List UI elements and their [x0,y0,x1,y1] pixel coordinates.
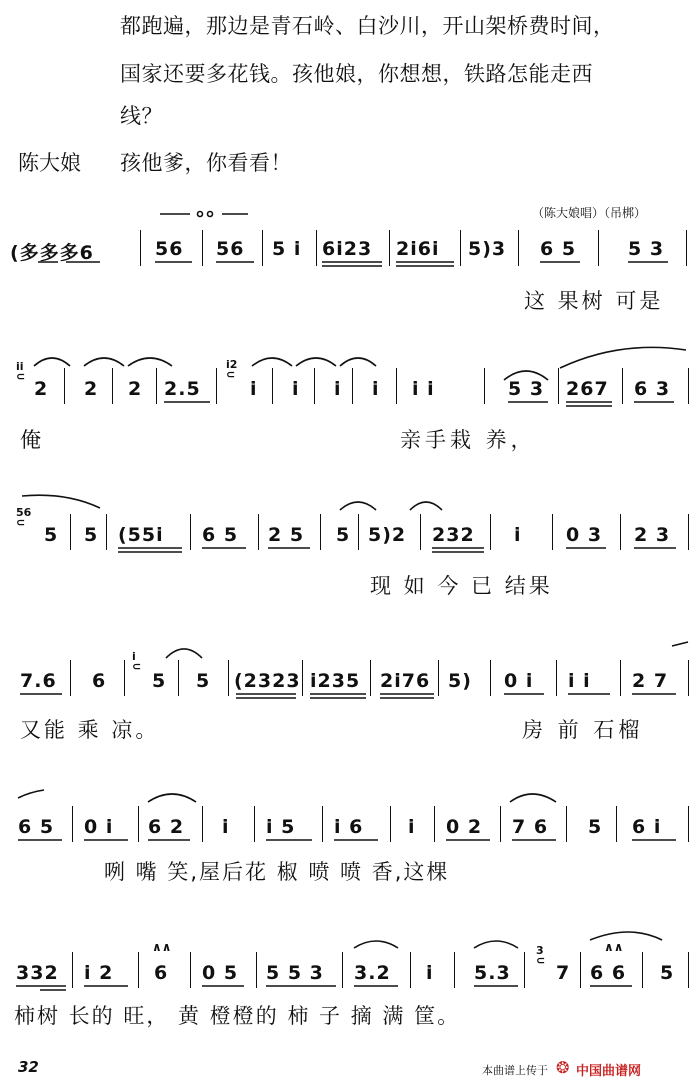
note-group: 6 5 [202,524,239,546]
note-group: i [372,378,380,400]
note-group: 2 5 [268,524,305,546]
prose-line-1: 都跑遍，那边是青石岭、白沙川，开山架桥费时间， [120,14,615,38]
note-group: i 5 [266,816,296,838]
note-group: 0 2 [446,816,483,838]
note-group: i [292,378,300,400]
note-group: i [222,816,230,838]
lyrics-line: 这 果树 可是 [524,289,664,313]
note-group: (2323 [234,670,301,692]
lyrics-line: 亲手栽 养， [400,428,536,452]
grace-note: 3 ⊂ [536,944,546,967]
lyrics-line: 柿树 长的 旺， 黄 橙橙的 柿 子 摘 满 筐。 [14,1004,461,1028]
note-group: (55i [118,524,164,546]
note-group: 0 i [504,670,534,692]
note-group: 5 [44,524,59,546]
note-group: 5 3 [628,238,665,260]
note-group: 5 [84,524,99,546]
note-group: 6 5 [540,238,577,260]
note-group: 2 [84,378,99,400]
prose-line-3: 线？ [120,104,163,128]
note-group: 0 5 [202,962,239,984]
note-group: i [408,816,416,838]
note-group: (多多多6 [10,242,94,264]
note-group: 56 [216,238,245,260]
note-group: 2 [128,378,143,400]
note-group: i i [412,378,435,400]
note-group: 5.3 [474,962,511,984]
note-group: 7 6 [512,816,549,838]
site-logo-icon: ❂ [556,1058,570,1077]
grace-note: i ⊂ [132,650,142,673]
note-group: 6 5 [18,816,55,838]
note-group: 56 [155,238,184,260]
note-group: 7.6 [20,670,57,692]
note-group: i [250,378,258,400]
note-group: 267 [566,378,609,400]
lyrics-line: 俺 [20,428,41,452]
note-group: 6 i [632,816,662,838]
note-group: 3.2 [354,962,391,984]
note-group: 2.5 [164,378,201,400]
lyrics-line: 又能 乘 凉。 [20,718,160,742]
upload-credit: 本曲谱上传于 [482,1064,548,1077]
note-group: 6 3 [634,378,671,400]
note-group: 6 [154,962,169,984]
note-group: 5 [660,962,675,984]
singing-annotation: （陈大娘唱）（吊梆） [532,206,647,220]
dialog-text: 孩他爹，你看看！ [120,151,292,175]
note-group: 2 [34,378,49,400]
lyrics-line: 现 如 今 已 结果 [370,574,553,598]
note-group: 0 3 [566,524,603,546]
note-group: 5 [152,670,167,692]
lyrics-line: 咧 嘴 笑,屋后花 椒 喷 喷 香,这棵 [104,860,450,884]
grace-note: i2 ⊂ [226,358,238,381]
note-group: i [426,962,434,984]
note-group: i [514,524,522,546]
speaker-name: 陈大娘 [18,151,81,175]
site-logo-text: 中国曲谱网 [576,1064,642,1079]
note-group: 5 [336,524,351,546]
note-group: 2 7 [632,670,669,692]
grace-note: ii ⊂ [16,360,26,383]
note-group: 6 2 [148,816,185,838]
note-group: i 6 [334,816,364,838]
lyrics-line: 房 前 石榴 [522,718,644,742]
note-group: 2i6i [396,238,440,260]
note-group: 0 i [84,816,114,838]
note-group: 6i23 [322,238,373,260]
note-group: 7 [556,962,571,984]
page-number: 32 [18,1058,39,1076]
note-group: 5 3 [508,378,545,400]
note-group: 332 [16,962,59,984]
note-group: i i [568,670,591,692]
note-group: i235 [310,670,361,692]
note-group: 6 6 [590,962,627,984]
note-group: 6 [92,670,107,692]
note-group: 5)2 [368,524,407,546]
note-group: 2 3 [634,524,671,546]
note-group: i [334,378,342,400]
note-group: 5 5 3 [266,962,324,984]
note-group: 2i76 [380,670,431,692]
note-group: 5 i [272,238,302,260]
note-group: 5 [588,816,603,838]
tremolo-mark: ∧∧ [152,940,172,954]
note-group: i 2 [84,962,114,984]
tremolo-mark: ∧∧ [604,940,624,954]
prose-line-2: 国家还要多花钱。孩他娘，你想想，铁路怎能走西 [120,62,593,86]
note-group: 5) [448,670,472,692]
note-group: 232 [432,524,475,546]
grace-note: 56 ⊂ [16,506,32,529]
note-group: 5 [196,670,211,692]
note-group: 5)3 [468,238,507,260]
